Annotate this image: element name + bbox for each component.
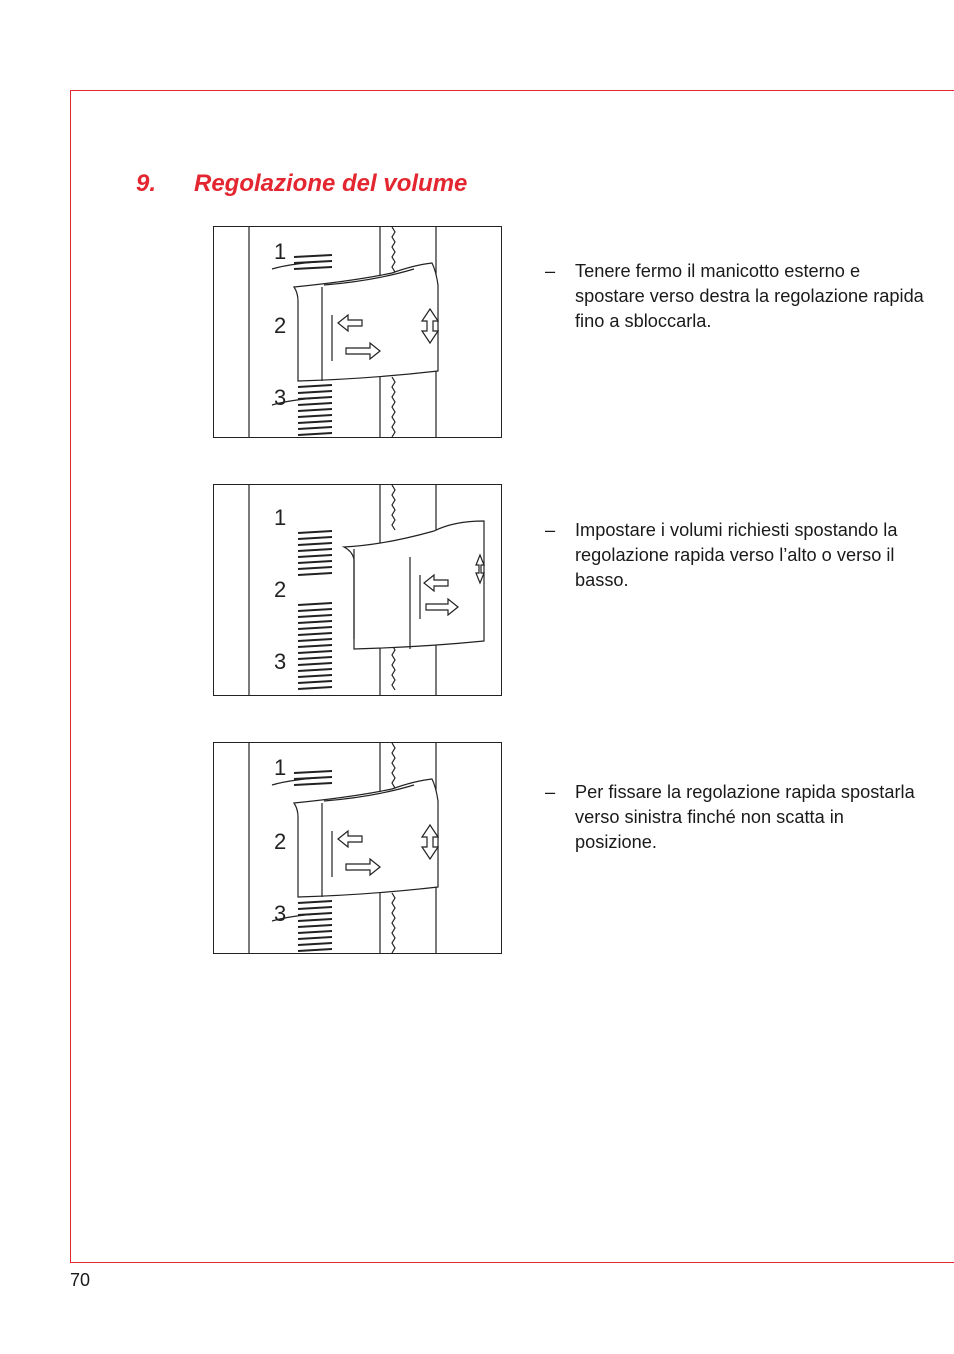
- scale-label-1: 1: [274, 239, 287, 264]
- step-text: Per fissare la regolazione rapida spostarla verso sinistra finché non scatta in posizione.: [575, 782, 915, 852]
- frame-left-rule: [70, 90, 71, 1262]
- step-bullet: –: [545, 520, 556, 540]
- scale-label-2: 2: [274, 313, 287, 338]
- step-2: [545, 518, 925, 593]
- scale-label-3: 3: [274, 649, 287, 674]
- scale-label-2: 2: [274, 829, 287, 854]
- step-bullet: –: [545, 261, 556, 281]
- volume-adjuster-illustration-locked: [214, 227, 501, 437]
- volume-adjuster-illustration-unlocked: [214, 485, 501, 695]
- step-text: Impostare i volumi richiesti spostando la regolazione rapida verso l’alto o verso il basso.: [575, 520, 898, 590]
- scale-label-1: 1: [274, 505, 287, 530]
- frame-top-rule: [70, 90, 954, 91]
- figure-step-3: [213, 742, 502, 954]
- step-1: [545, 259, 925, 334]
- scale-label-1: 1: [274, 755, 287, 780]
- page-number: 70: [70, 1270, 91, 1290]
- section-number: 9.: [136, 170, 157, 197]
- step-3: [545, 780, 925, 855]
- volume-adjuster-illustration-locked: [214, 743, 501, 953]
- figure-step-2: [213, 484, 502, 696]
- scale-label-3: 3: [274, 901, 287, 926]
- figure-step-1: [213, 226, 502, 438]
- frame-bottom-rule: [70, 1262, 954, 1263]
- step-text: Tenere fermo il manicotto esterno e spostare verso destra la regolazione rapida fino a sbloccarla.: [575, 261, 924, 331]
- section-heading: [136, 170, 467, 198]
- scale-label-2: 2: [274, 577, 287, 602]
- scale-label-3: 3: [274, 385, 287, 410]
- step-bullet: –: [545, 782, 556, 802]
- section-title: Regolazione del volume: [194, 170, 468, 197]
